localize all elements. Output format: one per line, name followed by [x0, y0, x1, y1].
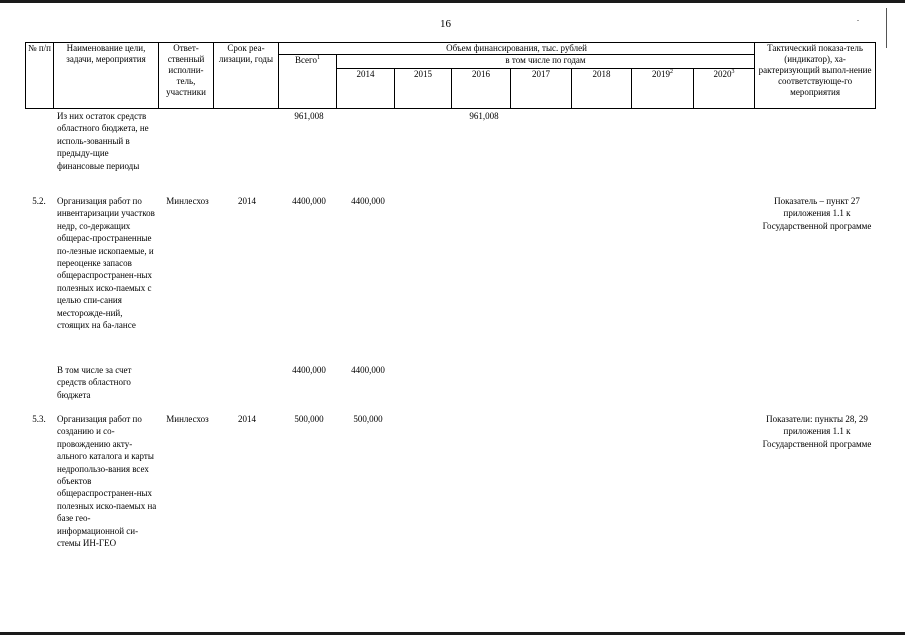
header-year: 2020$^3$	[694, 69, 755, 109]
bottom-border	[0, 632, 905, 635]
top-border	[0, 0, 905, 3]
table-header	[25, 42, 876, 109]
margin-mark	[886, 8, 887, 48]
header-year: 2016	[452, 69, 511, 109]
row-term: 2014	[238, 196, 256, 206]
row-responsible: Минлесхоз	[166, 196, 209, 206]
page-number: 16	[440, 18, 451, 30]
row-num: 5.3.	[32, 414, 46, 424]
row-indicator: Показатель – пункт 27 приложения 1.1 к Государственной программе	[762, 196, 872, 231]
header-year: 2018	[572, 69, 632, 109]
row-num: 5.2.	[32, 196, 46, 206]
header-year: 2017	[511, 69, 572, 109]
header-name: Наименование цели, задачи, мероприятия	[54, 43, 159, 109]
row-name: Организация работ по инвентаризации участков недр, со-держащих общерас-пространенные по-лезные ископаемые, и переоценке запасов общераспространен-ных полезных иско-паемых с целью спи-сания месторожде-ний, стоящих на ба-лансе	[57, 196, 155, 331]
header-year: 2015	[395, 69, 452, 109]
row-term: 2014	[238, 414, 256, 424]
row-total: 961,008	[294, 111, 324, 121]
row-responsible: Минлесхоз	[166, 414, 209, 424]
row-2014: 500,000	[353, 414, 383, 424]
header-term: Срок реа-лизации, годы	[214, 43, 279, 109]
row-name: Из них остаток средств областного бюджета, не исполь-зованный в предыду-щие финансовые периоды	[57, 111, 149, 171]
row-total: 4400,000	[292, 196, 326, 206]
header-by-years: в том числе по годам	[337, 55, 755, 69]
row-2014: 4400,000	[351, 196, 385, 206]
header-funding: Объем финансирования, тыс. рублей	[279, 43, 755, 55]
header-indicator: Тактический показа-тель (индикатор), ха-рактеризующий выпол-нение соответствующе-го мероприятия	[755, 43, 876, 109]
row-indicator: Показатели: пункты 28, 29 приложения 1.1 к Государственной программе	[762, 414, 872, 449]
row-2016: 961,008	[469, 111, 499, 121]
row-name: Организация работ по созданию и со-провождению акту-ального каталога и карты недропользо-вания всех объектов общераспространен-ных полезных иско-паемых на базе гео-информационной си-стемы ИН-ГЕО	[57, 414, 157, 549]
header-total: Всего$^1$	[279, 55, 337, 109]
margin-dot: .	[857, 14, 859, 23]
row-total: 4400,000	[292, 365, 326, 375]
header-responsible: Ответ-ственный исполни-тель, участники	[159, 43, 214, 109]
header-year: 2019$^2$	[632, 69, 694, 109]
row-2014: 4400,000	[351, 365, 385, 375]
header-year: 2014	[337, 69, 395, 109]
header-num: № п/п	[26, 43, 54, 109]
row-total: 500,000	[294, 414, 324, 424]
row-name: В том числе за счет средств областного бюджета	[57, 365, 132, 400]
